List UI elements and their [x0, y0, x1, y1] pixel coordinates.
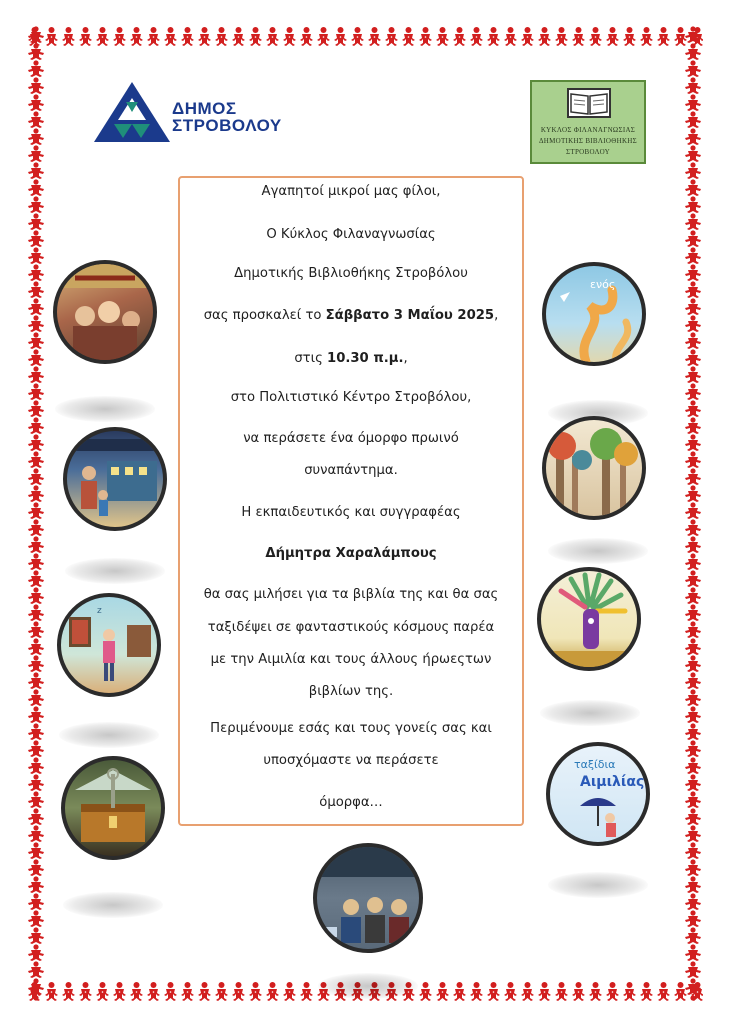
svg-text:z: z — [97, 606, 102, 616]
invitation-line-4-pre: σας προσκαλεί το — [203, 308, 326, 323]
cover-shadow-2 — [65, 558, 165, 584]
dimos-logo-text — [172, 100, 282, 134]
invitation-line-12: ταξιδέψει σε φανταστικούς κόσμους παρέα — [207, 620, 495, 635]
club-logo-line2: ΔΗΜΟΤΙΚΗΣ ΒΙΒΛΙΟΘΗΚΗΣ — [538, 137, 638, 145]
svg-text:ενός: ενός — [590, 278, 616, 291]
author-name-text: Δήμητρα Χαραλάμπους — [265, 546, 437, 561]
invitation-greeting: Αγαπητοί μικροί μας φίλοι, — [261, 184, 441, 199]
book-cover-8 — [546, 742, 650, 846]
border-left — [26, 26, 46, 1001]
invitation-line-13: με την Αιμιλία και τους άλλους ήρωεςτων — [210, 652, 492, 667]
invitation-line-14: βιβλίων της. — [308, 684, 394, 699]
cover-shadow-1 — [55, 396, 155, 422]
invitation-line-8: συναπάντημα. — [304, 463, 398, 478]
cover-shadow-8 — [548, 872, 648, 898]
reading-club-logo — [530, 80, 646, 164]
triangle-logo-icon — [92, 80, 172, 144]
invitation-line-5-pre: στις — [294, 351, 328, 366]
invitation-line-5 — [178, 351, 524, 366]
invitation-line-9: Η εκπαιδευτικός και συγγραφέας — [241, 505, 461, 520]
invitation-line-6: στο Πολιτιστικό Κέντρο Στροβόλου, — [230, 390, 472, 405]
book-cover-6 — [542, 416, 646, 520]
cover-shadow-3 — [59, 722, 159, 748]
invitation-line-5-post: , — [403, 351, 408, 366]
cover-shadow-6 — [548, 538, 648, 564]
invitation-line-16: υποσχόμαστε να περάσετε — [263, 753, 439, 768]
invitation-line-15: Περιμένουμε εσάς και τους γονείς σας και — [210, 721, 492, 736]
book-cover-5 — [542, 262, 646, 366]
dimos-logo-line1: ΔΗΜΟΣ — [172, 99, 237, 118]
invitation-line-3: Δημοτικής Βιβλιοθήκης Στροβόλου — [234, 266, 468, 281]
invitation-line-4-post: , — [494, 308, 499, 323]
invitation-line-2: Ο Κύκλος Φιλαναγνωσίας — [266, 227, 436, 242]
book-cover-9 — [313, 843, 423, 953]
book-cover-3 — [57, 593, 161, 697]
invitation-line-7: να περάσετε ένα όμορφο πρωινό — [243, 431, 459, 446]
book-cover-2 — [63, 427, 167, 531]
dimos-strovolou-logo — [92, 78, 282, 148]
svg-text:Αιμιλίας: Αιμιλίας — [580, 774, 645, 790]
dimos-logo-line2: ΣΤΡΟΒΟΛΟΥ — [172, 116, 282, 135]
cover-shadow-9 — [318, 973, 418, 999]
club-logo-line3: ΣΤΡΟΒΟΛΟΥ — [566, 148, 610, 156]
book-cover-7 — [537, 567, 641, 671]
event-time: 10.30 π.μ. — [327, 351, 404, 366]
invitation-line-4 — [178, 308, 524, 323]
cover-shadow-7 — [540, 700, 640, 726]
border-right — [683, 26, 703, 1001]
club-logo-line1: ΚΥΚΛΟΣ ΦΙΛΑΝΑΓΝΩΣΙΑΣ — [540, 126, 636, 134]
author-name — [178, 546, 524, 561]
border-top — [26, 26, 703, 46]
event-date: Σάββατο 3 Μαΐου 2025 — [325, 308, 495, 323]
cover-shadow-4 — [63, 892, 163, 918]
invitation-line-11: θα σας μιλήσει για τα βιβλία της και θα σας — [203, 587, 499, 602]
book-cover-1 — [53, 260, 157, 364]
open-book-icon — [567, 88, 611, 118]
invitation-line-17: όμορφα… — [319, 795, 383, 810]
svg-text:ταξίδια: ταξίδια — [574, 758, 616, 771]
book-cover-4 — [61, 756, 165, 860]
